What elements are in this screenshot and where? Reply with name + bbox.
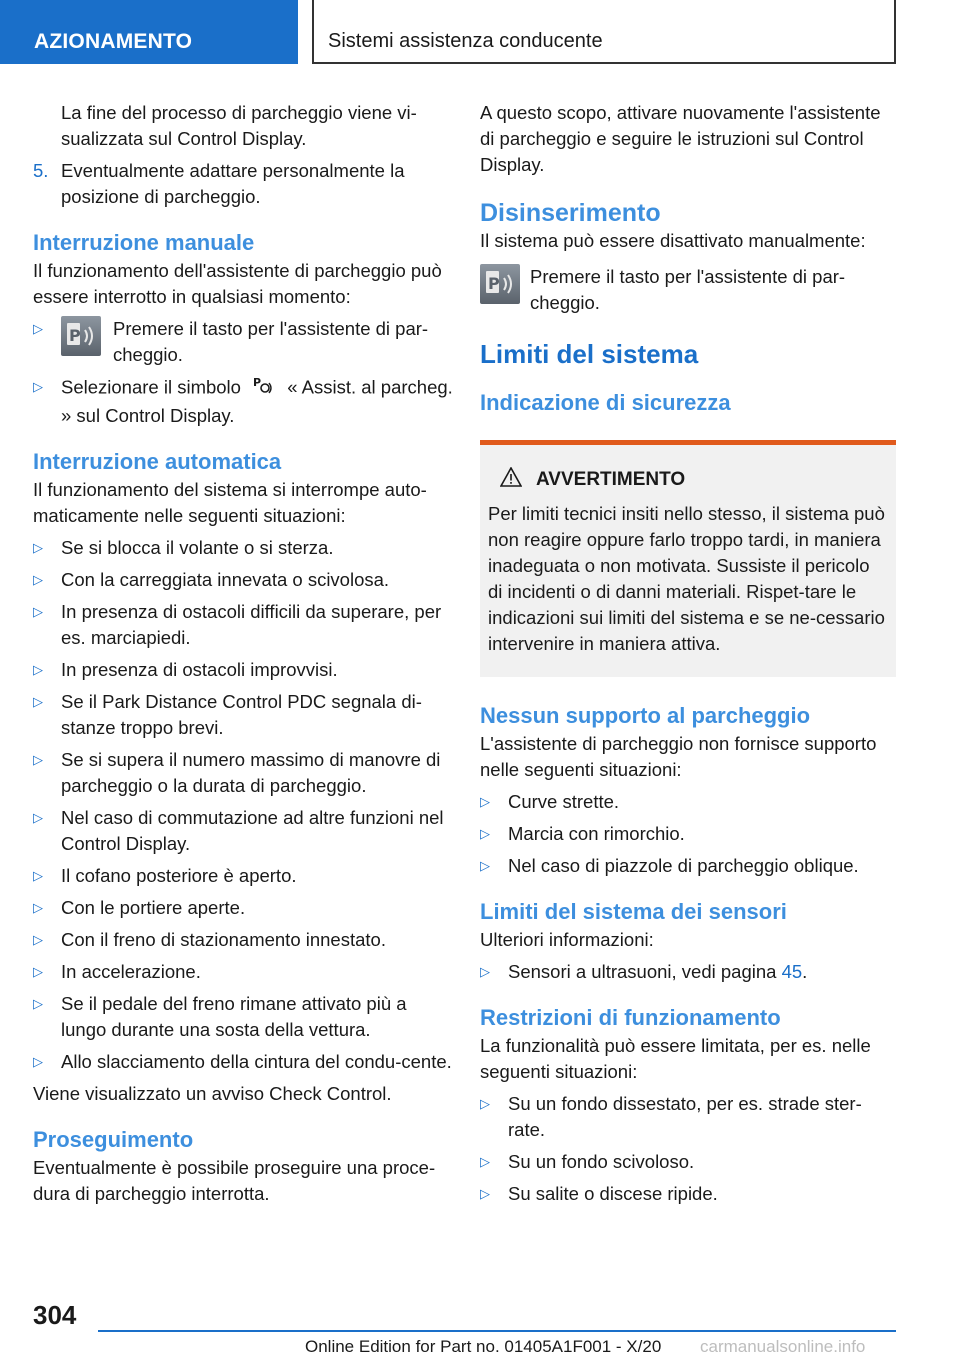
manual-list — [33, 316, 453, 429]
check-control-text: Viene visualizzato un avviso Check Control. — [33, 1083, 392, 1104]
list-item-text: Su salite o discese ripide. — [508, 1183, 718, 1204]
bullet-triangle-icon: ▷ — [33, 868, 43, 883]
section-tab — [0, 0, 298, 64]
disable-text: Il sistema può essere disattivato manualmente: — [480, 230, 866, 251]
list-item — [480, 1091, 896, 1143]
list-item — [33, 1049, 453, 1075]
list-item-text: Nel caso di piazzole di parcheggio oblique. — [508, 855, 859, 876]
park-assist-symbol-icon — [252, 374, 276, 403]
warning-title-text: AVVERTIMENTO — [536, 469, 686, 490]
restrictions-text: La funzionalità può essere limitata, per es. nelle seguenti situazioni: — [480, 1035, 871, 1082]
list-item-text: Con la carreggiata innevata o scivolosa. — [61, 569, 390, 590]
bullet-triangle-icon: ▷ — [480, 1186, 490, 1201]
heading-system-limits: Limiti del sistema — [480, 339, 699, 369]
warning-text: Per limiti tecnici insiti nello stesso, il sistema può non reagire oppure farlo troppo tardi, in maniera inadeguata o non motivata. Sussiste il pericolo di incidenti o di danni materiali. Rispet-tare le indicazioni sui limiti del sistema e se ne-cessario intervenire in maniera attiva. — [488, 503, 885, 654]
bullet-triangle-icon: ▷ — [480, 1154, 490, 1169]
step-text: Eventualmente adattare personalmente la posizione di parcheggio. — [61, 160, 405, 207]
bullet-triangle-icon: ▷ — [33, 996, 43, 1011]
list-item-text: Curve strette. — [508, 791, 620, 812]
watermark: carmanualsonline.info — [700, 1337, 866, 1356]
warning-box — [480, 440, 896, 677]
bullet-triangle-icon: ▷ — [33, 900, 43, 915]
list-item — [33, 863, 453, 889]
park-assist-button-icon — [480, 264, 520, 304]
list-item-text: Se si supera il numero massimo di manovre di parcheggio o la durata di parcheggio. — [61, 749, 441, 796]
edition-text: Online Edition for Part no. 01405A1F001 - X/20 — [305, 1337, 662, 1356]
list-item — [33, 374, 453, 429]
bullet-triangle-icon: ▷ — [33, 932, 43, 947]
bullet-triangle-icon: ▷ — [480, 1096, 490, 1111]
no-support-list — [480, 789, 896, 879]
heading-sensor-limits: Limiti del sistema dei sensori — [480, 899, 787, 924]
list-item — [33, 657, 453, 683]
bullet-triangle-icon: ▷ — [33, 1054, 43, 1069]
intro-text: La fine del processo di parcheggio viene vi-sualizzata sul Control Display. — [61, 102, 417, 149]
list-item — [480, 789, 896, 815]
section-title: AZIONAMENTO — [34, 30, 193, 53]
bullet-triangle-icon: ▷ — [33, 964, 43, 979]
heading-disable: Disinserimento — [480, 199, 661, 227]
right-column — [480, 100, 896, 1207]
list-item-text: Il cofano posteriore è aperto. — [61, 865, 297, 886]
list-item-text: Se il Park Distance Control PDC segnala di-stanze troppo brevi. — [61, 691, 422, 738]
list-item-text: Se il pedale del freno rimane attivato più a lungo durante una sosta della vettura. — [61, 993, 407, 1040]
bullet-triangle-icon: ▷ — [33, 604, 43, 619]
list-item-text: Con le portiere aperte. — [61, 897, 246, 918]
list-item-text: Marcia con rimorchio. — [508, 823, 685, 844]
chapter-header — [312, 0, 896, 64]
list-item — [480, 821, 896, 847]
list-item — [480, 959, 896, 985]
list-item — [33, 959, 453, 985]
chapter-title: Sistemi assistenza conducente — [328, 30, 603, 52]
list-item-text: Sensori a ultrasuoni, vedi pagina — [508, 961, 777, 982]
heading-continue: Proseguimento — [33, 1127, 194, 1152]
heading-no-support: Nessun supporto al parcheggio — [480, 703, 811, 728]
list-item-period: . — [802, 961, 808, 982]
warning-title — [488, 467, 888, 493]
continue-text-2: A questo scopo, attivare nuovamente l'assistente di parcheggio e seguire le istruzioni sul Control Display. — [480, 102, 881, 175]
heading-automatic-interruption: Interruzione automatica — [33, 449, 282, 474]
list-item-text: Allo slacciamento della cintura del condu-cente. — [61, 1051, 452, 1072]
bullet-triangle-icon: ▷ — [480, 794, 490, 809]
list-item-text: Se si blocca il volante o si sterza. — [61, 537, 334, 558]
list-item — [480, 1149, 896, 1175]
heading-manual-interruption: Interruzione manuale — [33, 230, 255, 255]
heading-restrictions: Restrizioni di funzionamento — [480, 1005, 781, 1030]
continue-text: Eventualmente è possibile proseguire una proce-dura di parcheggio interrotta. — [33, 1157, 436, 1204]
list-item — [33, 535, 453, 561]
list-item-text-b: « Assist. al parcheg. » sul Control Display. — [61, 376, 453, 426]
sensor-limits-text: Ulteriori informazioni: — [480, 929, 654, 950]
step-5 — [33, 158, 453, 210]
bullet-triangle-icon: ▷ — [33, 572, 43, 587]
list-item-text: Su un fondo scivoloso. — [508, 1151, 695, 1172]
list-item — [480, 1181, 896, 1207]
list-item — [33, 805, 453, 857]
list-item-text: Con il freno di stazionamento innestato. — [61, 929, 386, 950]
bullet-triangle-icon: ▷ — [33, 810, 43, 825]
bullet-triangle-icon: ▷ — [33, 321, 43, 336]
list-item-text-a: Selezionare il simbolo — [61, 376, 241, 398]
list-item-text: In presenza di ostacoli improvvisi. — [61, 659, 338, 680]
bullet-triangle-icon: ▷ — [33, 752, 43, 767]
sensor-limits-list — [480, 959, 896, 985]
list-item — [33, 895, 453, 921]
list-item — [33, 927, 453, 953]
left-column — [33, 100, 453, 1207]
footer-divider — [98, 1330, 896, 1332]
manual-text: Il funzionamento dell'assistente di parcheggio può essere interrotto in qualsiasi momento: — [33, 260, 442, 307]
disable-item — [480, 264, 896, 316]
bullet-triangle-icon: ▷ — [33, 379, 43, 394]
list-item — [33, 991, 453, 1043]
bullet-triangle-icon: ▷ — [33, 540, 43, 555]
list-item-text: Su un fondo dissestato, per es. strade ster-rate. — [508, 1093, 862, 1140]
park-assist-button-icon — [61, 316, 101, 356]
list-item-text: Premere il tasto per l'assistente di par-cheggio. — [113, 318, 429, 365]
no-support-text: L'assistente di parcheggio non fornisce supporto nelle seguenti situazioni: — [480, 733, 877, 780]
list-item-text: In accelerazione. — [61, 961, 201, 982]
page-link[interactable]: 45 — [781, 961, 803, 982]
list-item — [480, 853, 896, 879]
list-item-text: Nel caso di commutazione ad altre funzioni nel Control Display. — [61, 807, 444, 854]
warning-triangle-icon — [500, 467, 522, 493]
disable-item-text: Premere il tasto per l'assistente di par-cheggio. — [530, 266, 846, 313]
svg-text:P: P — [253, 376, 262, 389]
list-item — [33, 316, 453, 368]
bullet-triangle-icon: ▷ — [480, 964, 490, 979]
list-item — [33, 567, 453, 593]
bullet-triangle-icon: ▷ — [33, 662, 43, 677]
list-item — [33, 747, 453, 799]
step-number: 5. — [33, 160, 49, 181]
svg-text:P: P — [488, 274, 500, 293]
list-item-text: In presenza di ostacoli difficili da superare, per es. marciapiedi. — [61, 601, 442, 648]
svg-text:P: P — [69, 326, 81, 345]
bullet-triangle-icon: ▷ — [480, 858, 490, 873]
bullet-triangle-icon: ▷ — [33, 694, 43, 709]
restrictions-list — [480, 1091, 896, 1207]
list-item — [33, 689, 453, 741]
bullet-triangle-icon: ▷ — [480, 826, 490, 841]
page-number: 304 — [33, 1300, 77, 1330]
automatic-list — [33, 535, 453, 1075]
list-item — [33, 599, 453, 651]
heading-safety: Indicazione di sicurezza — [480, 390, 731, 415]
automatic-text: Il funzionamento del sistema si interrompe auto-maticamente nelle seguenti situazioni: — [33, 479, 427, 526]
